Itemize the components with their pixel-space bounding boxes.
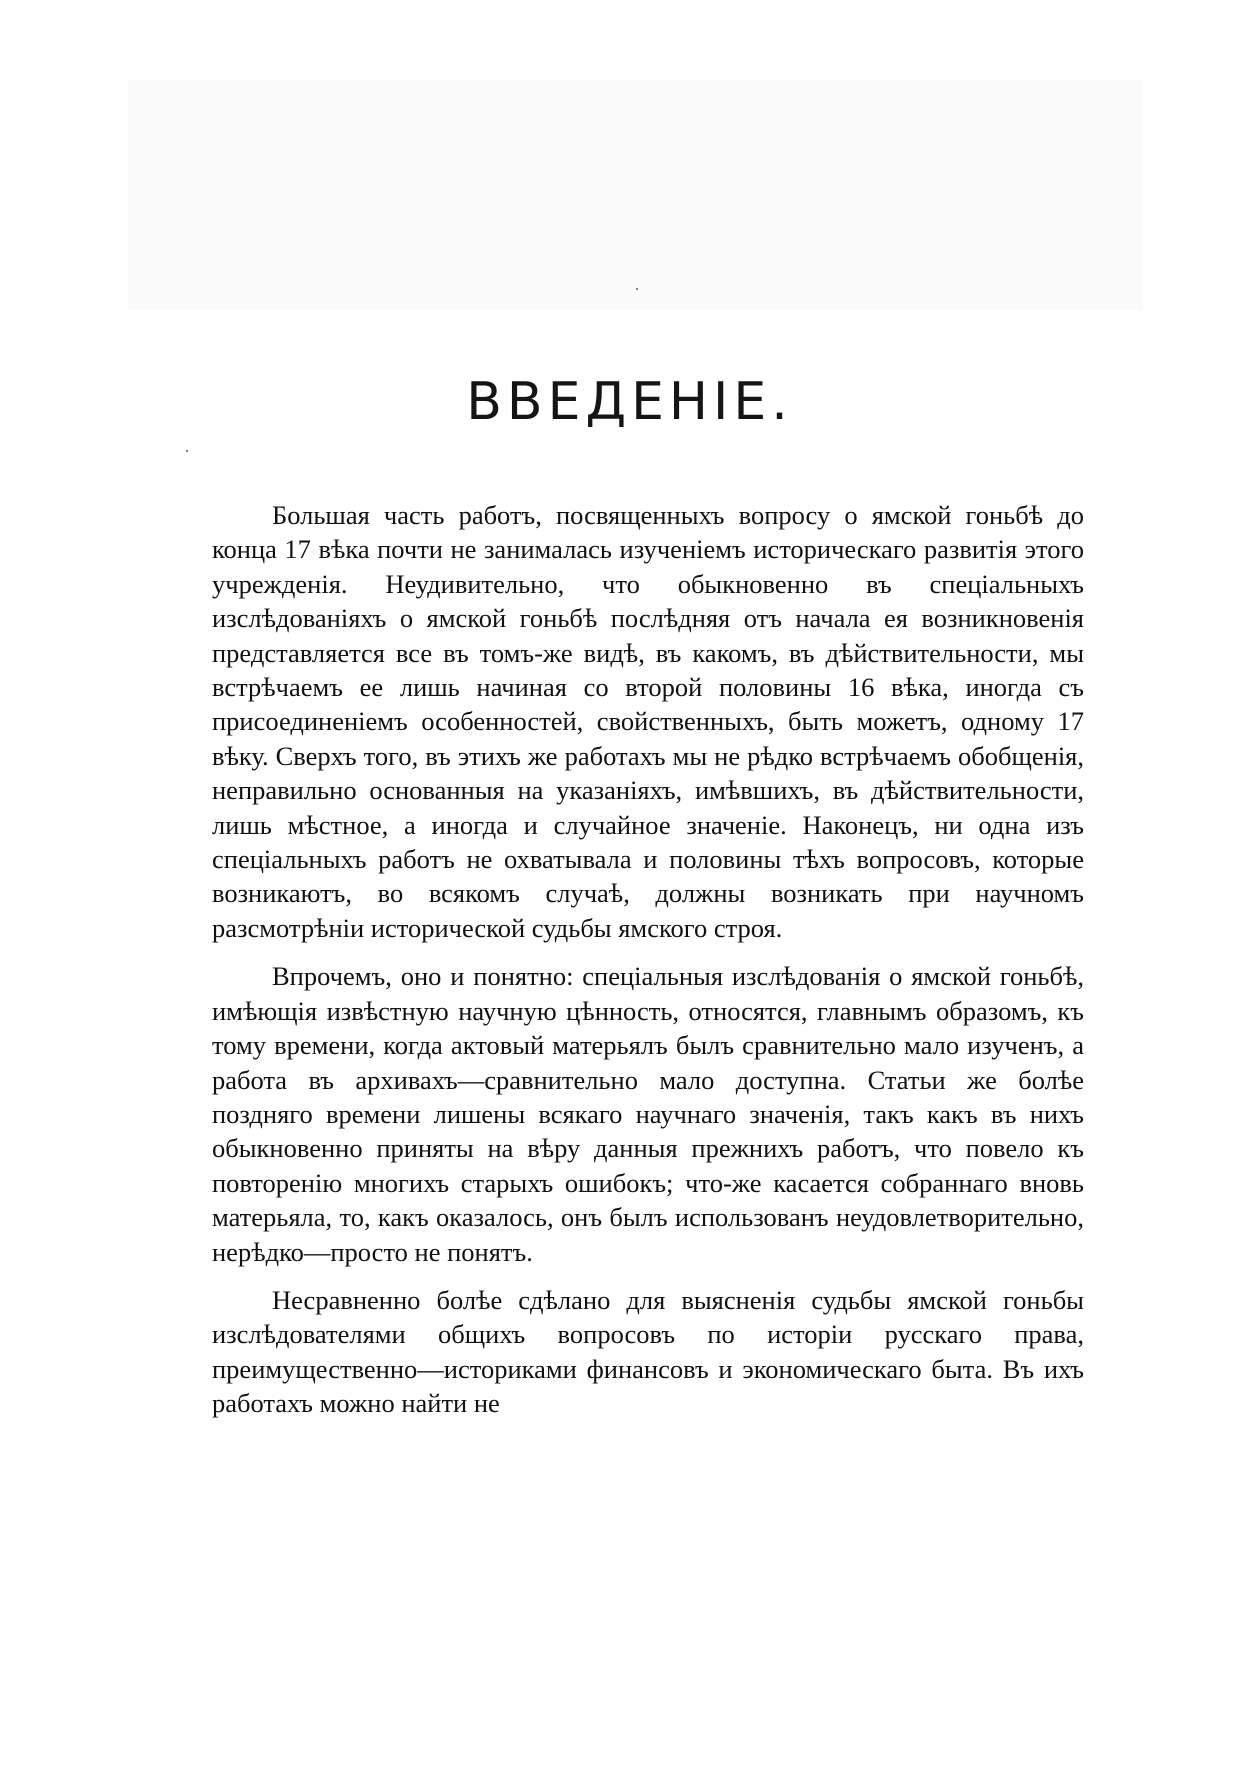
paragraph-3: Несравненно болѣе сдѣлано для выясненія судьбы ямской гоньбы изслѣдователями общихъ вопросовъ по исторіи русскаго права, преимущественно—историками финансовъ и экономическаго быта. Въ ихъ работахъ можно найти не — [212, 1284, 1084, 1419]
body-text — [212, 498, 1084, 1423]
chapter-title: ВВЕДЕНІЕ. — [466, 372, 793, 432]
scan-speck — [636, 288, 638, 290]
scan-speck — [186, 450, 188, 452]
paragraph-1: Большая часть работъ, посвященныхъ вопросу о ямской гоньбѣ до конца 17 вѣка почти не занималась изученіемъ историческаго развитія этого учрежденія. Неудивительно, что обыкновенно въ спеціальныхъ изслѣдованіяхъ о ямской гоньбѣ послѣдняя отъ начала ея возникновенія представляется все въ томъ-же видѣ, въ какомъ, въ дѣйствительности, мы встрѣчаемъ ее лишь начиная со второй половины 16 вѣка, иногда съ присоединеніемъ особенностей, свойственныхъ, быть можетъ, одному 17 вѣку. Сверхъ того, въ этихъ же работахъ мы не рѣдко встрѣчаемъ обобщенія, неправильно основанныя на указаніяхъ, имѣвшихъ, въ дѣйствительности, лишь мѣстное, а иногда и случайное значеніе. Наконецъ, ни одна изъ спеціальныхъ работъ не охватывала и половины тѣхъ вопросовъ, которые возникаютъ, во всякомъ случаѣ, должны возникать при научномъ разсмотрѣніи исторической судьбы ямского строя. — [212, 500, 1084, 943]
paragraph-2: Впрочемъ, оно и понятно: спеціальныя изслѣдованія о ямской гоньбѣ, имѣющія извѣстную научную цѣнность, относятся, главнымъ образомъ, къ тому времени, когда актовый матерьялъ былъ сравнительно мало изученъ, а работа въ архивахъ—сравнительно мало доступна. Статьи же болѣе поздняго времени лишены всякаго научнаго значенія, такъ какъ въ нихъ обыкновенно приняты на вѣру данныя прежнихъ работъ, что повело къ повторенію многихъ старыхъ ошибокъ; что-же касается собраннаго вновь матерьяла, то, какъ оказалось, онъ былъ использованъ неудовлетворительно, нерѣдко—просто не понятъ. — [212, 961, 1084, 1267]
